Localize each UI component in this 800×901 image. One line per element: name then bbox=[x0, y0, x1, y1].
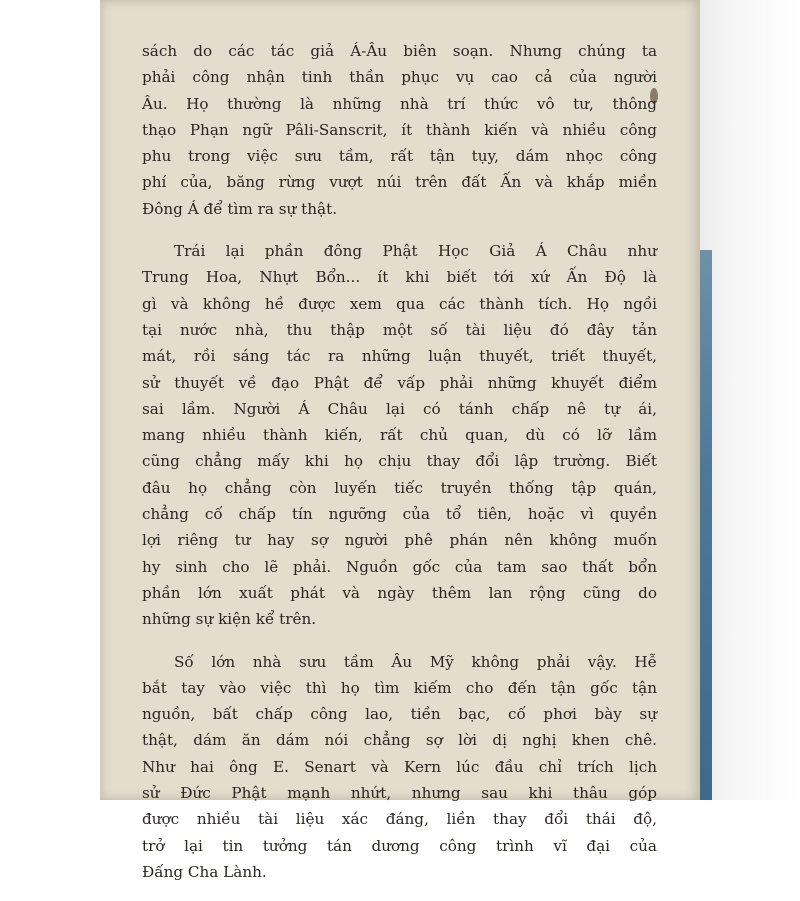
text-line: trở lại tin tưởng tán dương công trình vĩ đại của bbox=[142, 836, 657, 855]
text-line: phải công nhận tinh thần phục vụ cao cả của người bbox=[142, 68, 657, 87]
text-line: tại nước nhà, thu thập một số tài liệu đó đây tản bbox=[142, 320, 657, 339]
text-line: Đấng Cha Lành. bbox=[142, 862, 267, 881]
text-line: những sự kiện kể trên. bbox=[142, 610, 317, 629]
paragraph-3 bbox=[142, 649, 657, 886]
paragraph-1 bbox=[142, 38, 657, 222]
text-line: đâu họ chẳng còn luyến tiếc truyền thống tập quán, bbox=[142, 478, 657, 497]
text-line: lợi riêng tư hay sợ người phê phán nên không muốn bbox=[142, 531, 657, 550]
text-line: thật, dám ăn dám nói chẳng sợ lời dị nghị khen chê. bbox=[142, 731, 657, 750]
text-line: thạo Phạn ngữ Pâli-Sanscrit, ít thành kiến và nhiều công bbox=[142, 120, 657, 139]
text-line: sai lầm. Người Á Châu lại có tánh chấp nê tự ái, bbox=[142, 399, 657, 418]
text-line: sử Đức Phật mạnh nhứt, nhưng sau khi thâu góp bbox=[142, 784, 657, 803]
text-line: sách do các tác giả Á-Âu biên soạn. Nhưng chúng ta bbox=[142, 42, 657, 60]
text-line: mát, rồi sáng tác ra những luận thuyết, triết thuyết, bbox=[142, 347, 657, 366]
text-line: phu trong việc sưu tầm, rất tận tụy, dám nhọc công bbox=[142, 147, 657, 166]
text-line: nguồn, bất chấp công lao, tiền bạc, cố phơi bày sự bbox=[142, 705, 657, 724]
text-line: Số lớn nhà sưu tầm Âu Mỹ không phải vậy. Hễ bbox=[174, 652, 657, 671]
text-line: được nhiều tài liệu xác đáng, liền thay đổi thái độ, bbox=[142, 810, 657, 829]
text-line: cũng chẳng mấy khi họ chịu thay đổi lập trường. Biết bbox=[142, 452, 657, 471]
text-line: gì và không hề được xem qua các thành tích. Họ ngồi bbox=[142, 294, 657, 313]
text-line: Đông Á để tìm ra sự thật. bbox=[142, 199, 338, 218]
text-line: Trái lại phần đông Phật Học Giả Á Châu như bbox=[174, 242, 657, 261]
text-line: bắt tay vào việc thì họ tìm kiếm cho đến tận gốc tận bbox=[142, 678, 657, 697]
text-line: Như hai ông E. Senart và Kern lúc đầu chỉ trích lịch bbox=[142, 757, 657, 776]
book-cover-edge bbox=[700, 250, 712, 800]
text-line: hy sinh cho lẽ phải. Nguồn gốc của tam sao thất bổn bbox=[142, 557, 657, 576]
text-line: mang nhiều thành kiến, rất chủ quan, dù có lỡ lầm bbox=[142, 426, 657, 445]
text-line: Âu. Họ thường là những nhà trí thức vô tư, thông bbox=[142, 94, 657, 113]
text-line: sử thuyết về đạo Phật để vấp phải những khuyết điểm bbox=[142, 373, 657, 392]
page-body-text bbox=[142, 38, 657, 901]
text-line: phần lớn xuất phát và ngày thêm lan rộng cũng do bbox=[142, 583, 657, 602]
text-line: Trung Hoa, Nhựt Bổn... ít khi biết tới xứ Ấn Độ là bbox=[142, 268, 657, 287]
text-line: phí của, băng rừng vượt núi trên đất Ấn và khắp miền bbox=[142, 173, 657, 192]
paragraph-2 bbox=[142, 238, 657, 632]
text-line: chẳng cố chấp tín ngưỡng của tổ tiên, hoặc vì quyền bbox=[142, 505, 657, 524]
